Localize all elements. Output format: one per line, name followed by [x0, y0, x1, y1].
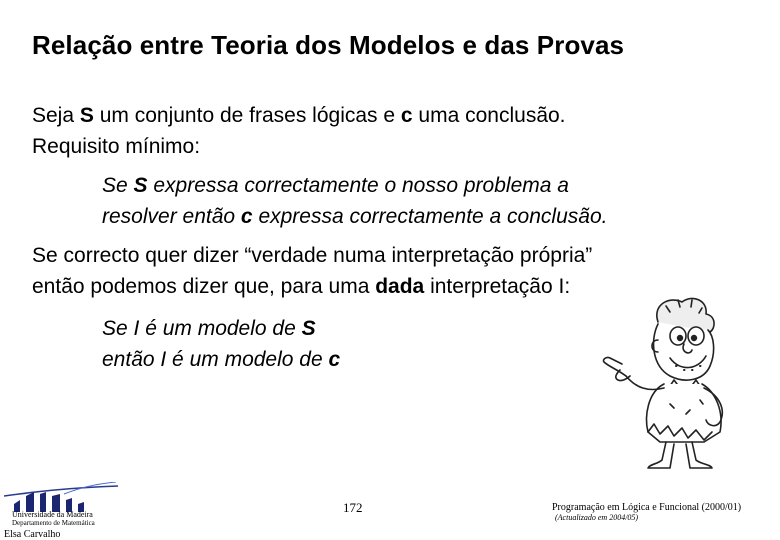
footer-department: Departamento de Matemática [12, 519, 95, 527]
quote-requirement [102, 170, 607, 232]
symbol-S: S [79, 104, 94, 127]
footer-university: Universidade da Madeira [12, 510, 93, 519]
text-run: uma conclusão. [412, 104, 566, 127]
quote-model-line-2 [102, 344, 340, 375]
symbol-c: c [400, 104, 413, 127]
fred-flintstone-pointing-icon [600, 292, 765, 472]
footer-course: Programação em Lógica e Funcional (2000/01) [552, 502, 742, 513]
page-number: 172 [343, 500, 363, 515]
text-run: então I é um modelo de [102, 348, 329, 371]
symbol-S: S [133, 174, 148, 197]
text-run: Se I é um modelo de [102, 317, 302, 340]
text-run: resolver então [102, 205, 241, 228]
symbol-c: c [328, 348, 341, 371]
paragraph-interpretation [32, 240, 592, 302]
text-run: então podemos dizer que, para uma [32, 275, 376, 298]
paragraph-intro-line-1 [32, 100, 566, 131]
text-run: expressa correctamente o nosso problema a [147, 174, 569, 197]
quote-model-line-1 [102, 313, 340, 344]
university-logo-icon [4, 482, 120, 512]
text-run: Seja [32, 104, 80, 127]
quote-requirement-line-1 [102, 170, 607, 201]
emphasis-dada: dada [375, 275, 425, 298]
text-run: interpretação I: [424, 275, 571, 298]
paragraph-interpretation-line-2 [32, 271, 592, 302]
quote-model [102, 313, 340, 375]
footer-author: Elsa Carvalho [4, 529, 61, 540]
slide-title: Relação entre Teoria dos Modelos e das Provas [32, 30, 625, 60]
quote-requirement-line-2 [102, 201, 607, 232]
text-run: Se [102, 174, 134, 197]
text-run: expressa correctamente a conclusão. [252, 205, 608, 228]
paragraph-intro [32, 100, 566, 162]
paragraph-intro-line-2: Requisito mínimo: [32, 135, 201, 158]
paragraph-interpretation-line-1: Se correcto quer dizer “verdade numa interpretação própria” [32, 244, 593, 267]
symbol-c: c [240, 205, 253, 228]
symbol-S: S [301, 317, 316, 340]
footer-updated: (Actualizado em 2004/05) [555, 513, 639, 522]
text-run: um conjunto de frases lógicas e [93, 104, 401, 127]
